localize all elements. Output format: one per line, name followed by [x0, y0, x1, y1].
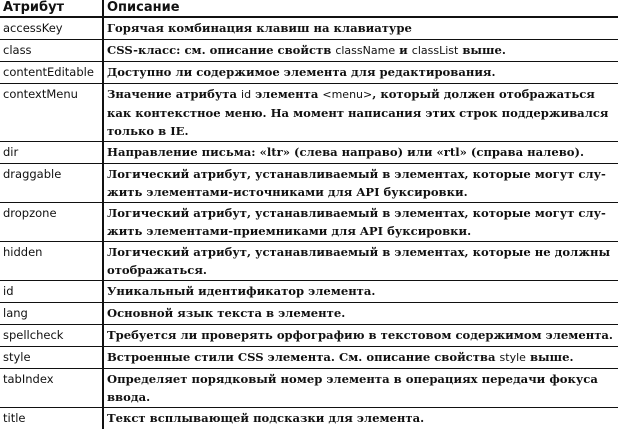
code-fragment: id [241, 88, 252, 101]
attribute-name: hidden [0, 242, 103, 281]
attribute-name: dropzone [0, 203, 103, 242]
description-text: Значение атрибута [107, 87, 242, 101]
attribute-name: contentEditable [0, 62, 103, 84]
description-text: элемента [251, 87, 323, 101]
description-column-header: Описание [103, 0, 618, 17]
attribute-name: tabIndex [0, 369, 103, 408]
attribute-name: draggable [0, 164, 103, 203]
attribute-description [103, 62, 618, 84]
code-fragment: <menu> [322, 88, 373, 101]
attribute-description [103, 203, 618, 242]
code-fragment: className [335, 44, 396, 57]
attribute-description [103, 347, 618, 369]
description-text: , который должен отображаться как контекстное меню. На момент написания этих строк поддерживался только в IE. [107, 87, 609, 138]
attribute-description [103, 325, 618, 347]
attribute-description [103, 303, 618, 325]
description-text: Доступно ли содержимое элемента для редактирования. [107, 65, 496, 79]
attribute-description [103, 17, 618, 40]
table-row [0, 40, 618, 62]
attribute-description [103, 84, 618, 142]
attribute-description [103, 142, 618, 164]
description-text: Текст всплывающей подсказки для элемента. [107, 411, 425, 425]
description-text: Требуется ли проверять орфографию в текстовом содержимом элемента. [107, 328, 613, 342]
description-text: Направление письма: «ltr» (слева направо) или «rtl» (справа налево). [107, 145, 585, 159]
attribute-description [103, 281, 618, 303]
attribute-name: spellcheck [0, 325, 103, 347]
description-text: Горячая комбинация клавиш на клавиатуре [107, 21, 412, 35]
attribute-description [103, 242, 618, 281]
description-text: выше. [525, 350, 574, 364]
table-row [0, 408, 618, 430]
attribute-name: class [0, 40, 103, 62]
attribute-name: title [0, 408, 103, 430]
attribute-name: dir [0, 142, 103, 164]
table-row [0, 164, 618, 203]
attribute-description [103, 369, 618, 408]
description-text: и [395, 43, 412, 57]
table-row [0, 347, 618, 369]
attribute-name: id [0, 281, 103, 303]
table-row [0, 369, 618, 408]
description-text: Логический атрибут, устанавливаемый в элементах, которые могут служить элементами-источниками для API буксировки. [107, 167, 606, 199]
description-text: Логический атрибут, устанавливаемый в элементах, которые могут служить элементами-приемниками для API буксировки. [107, 206, 606, 238]
attribute-description [103, 40, 618, 62]
table-body [0, 17, 618, 429]
table-row [0, 325, 618, 347]
table-row [0, 62, 618, 84]
description-text: Встроенные стили CSS элемента. См. описание свойства [107, 350, 500, 364]
header-row [0, 0, 618, 17]
description-text: Логический атрибут, устанавливаемый в элементах, которые не должны отображаться. [107, 245, 611, 277]
description-text: Уникальный идентификатор элемента. [107, 284, 376, 298]
description-text: выше. [458, 43, 506, 57]
attribute-name: accessKey [0, 17, 103, 40]
attribute-column-header: Атрибут [0, 0, 103, 17]
description-text: CSS-класс: см. описание свойств [107, 43, 336, 57]
table-row [0, 84, 618, 142]
attribute-name: contextMenu [0, 84, 103, 142]
attribute-name: style [0, 347, 103, 369]
attribute-description [103, 408, 618, 430]
table-row [0, 281, 618, 303]
table-row [0, 142, 618, 164]
attribute-description [103, 164, 618, 203]
code-fragment: classList [411, 44, 459, 57]
description-text: Основной язык текста в элементе. [107, 306, 346, 320]
table-row [0, 203, 618, 242]
attribute-name: lang [0, 303, 103, 325]
table-row [0, 17, 618, 40]
description-text: Определяет порядковый номер элемента в операциях передачи фокуса ввода. [107, 372, 598, 404]
table-row [0, 303, 618, 325]
code-fragment: style [499, 351, 526, 364]
table-row [0, 242, 618, 281]
